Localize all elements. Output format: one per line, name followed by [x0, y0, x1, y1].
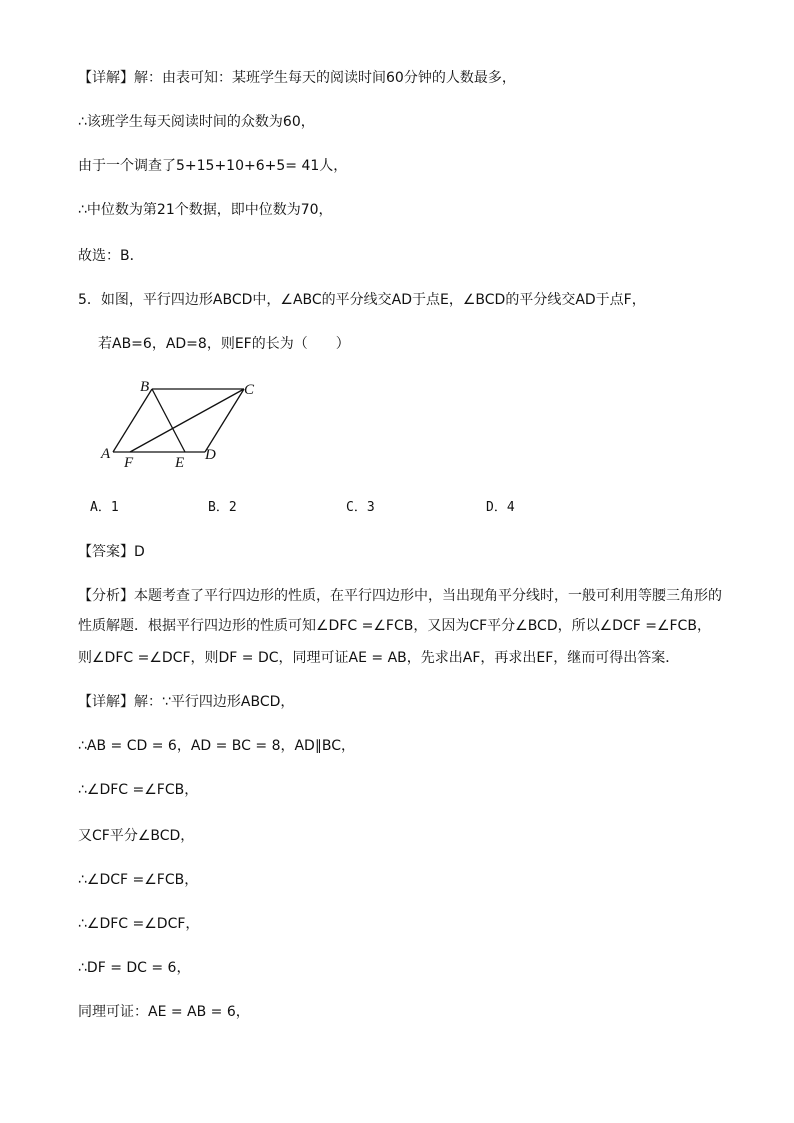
label-a: A	[101, 446, 111, 462]
label-d: D	[205, 447, 216, 463]
option-b: B．2	[208, 500, 237, 515]
analysis-1: 【分析】本题考查了平行四边形的性质，在平行四边形中，当出现角平分线时，一般可利用等腰三角形的	[78, 588, 722, 604]
analysis-3: 则∠DFC =∠DCF，则DF = DC，同理可证AE = AB，先求出AF，再求出EF，继而可得出答案．	[78, 650, 680, 666]
line-1: 【详解】解：由表可知：某班学生每天的阅读时间60分钟的人数最多，	[78, 70, 516, 86]
option-c: C．3	[346, 500, 375, 515]
solution-1: 【详解】解：∵平行四边形ABCD，	[78, 694, 295, 710]
label-e: E	[175, 455, 185, 471]
analysis-2: 性质解题．根据平行四边形的性质可知∠DFC =∠FCB，又因为CF平分∠BCD，所以∠DCF =∠FCB，	[78, 618, 711, 634]
solution-7: ∴DF = DC = 6，	[78, 960, 191, 976]
edge-cd	[205, 389, 244, 452]
label-c: C	[244, 382, 255, 398]
segment-cf	[130, 389, 244, 452]
solution-4: 又CF平分∠BCD，	[78, 828, 195, 844]
solution-6: ∴∠DFC =∠DCF，	[78, 916, 200, 932]
question-stem: 5．如图，平行四边形ABCD中，∠ABC的平分线交AD于点E，∠BCD的平分线交AD于点F，	[78, 292, 646, 308]
option-a: A．1	[90, 500, 119, 515]
label-b: B	[140, 379, 150, 395]
solution-2: ∴AB = CD = 6，AD = BC = 8，AD∥BC，	[78, 738, 355, 754]
label-f: F	[124, 455, 134, 471]
line-4: ∴中位数为第21个数据，即中位数为70，	[78, 202, 333, 218]
solution-5: ∴∠DCF =∠FCB，	[78, 872, 199, 888]
line-3: 由于一个调查了5+15+10+6+5= 41人，	[78, 158, 348, 174]
option-d: D．4	[486, 500, 515, 515]
solution-8: 同理可证：AE = AB = 6，	[78, 1004, 250, 1020]
line-2: ∴该班学生每天阅读时间的众数为60，	[78, 114, 315, 130]
line-5: 故选：B．	[78, 248, 144, 264]
segment-be	[152, 389, 185, 452]
question-condition: 若AB=6，AD=8，则EF的长为（ ）	[98, 336, 350, 352]
answer: 【答案】D	[78, 544, 145, 560]
parallelogram-figure	[95, 375, 270, 475]
solution-3: ∴∠DFC =∠FCB，	[78, 782, 199, 798]
